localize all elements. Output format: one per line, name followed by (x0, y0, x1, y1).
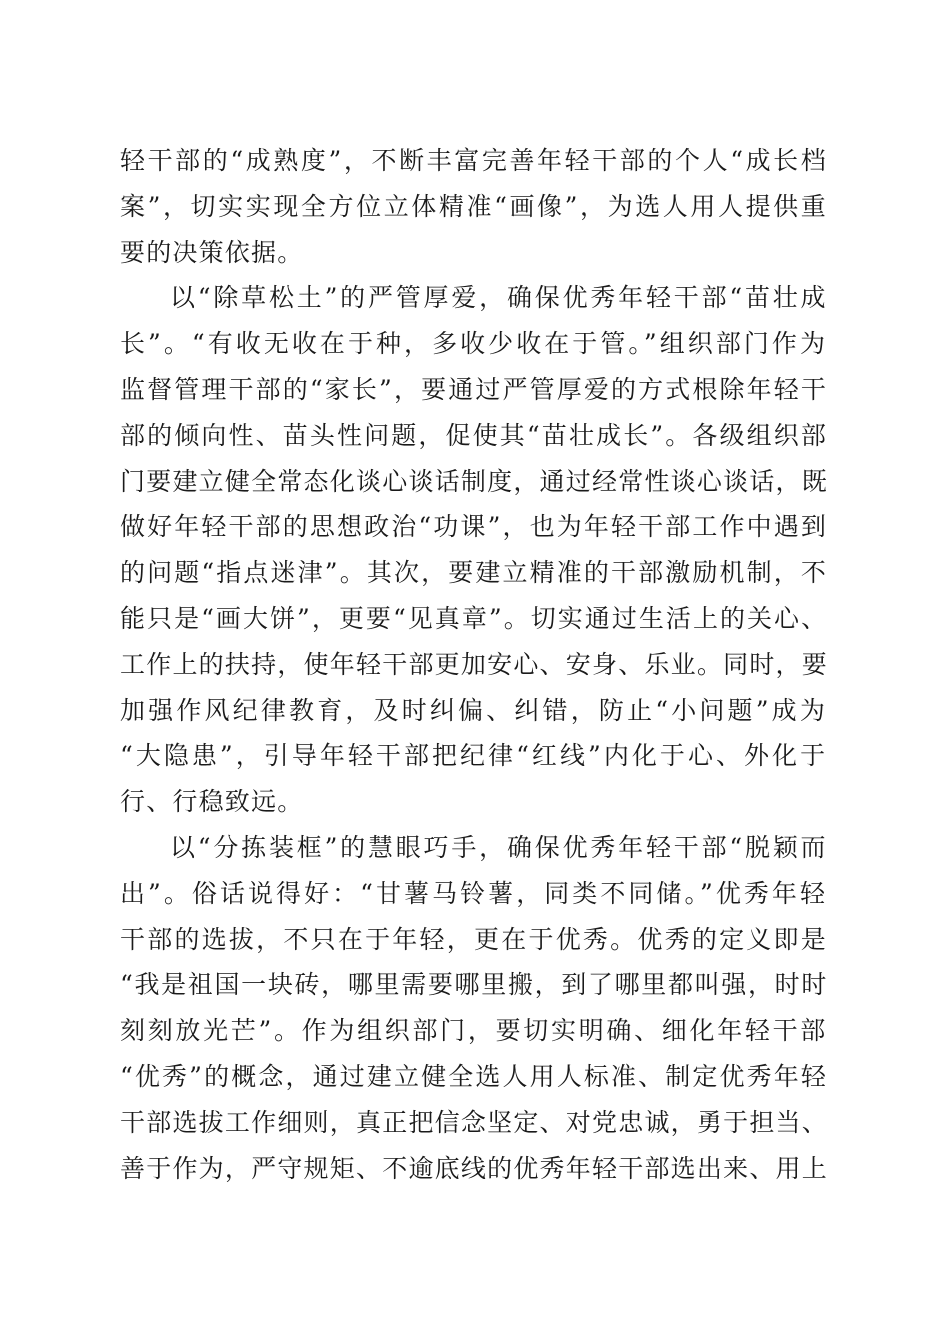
text-line: 工作上的扶持，使年轻干部更加安心、安身、乐业。同时，要 (120, 649, 829, 679)
paragraph-1 (120, 138, 828, 275)
text-line: 干部选拔工作细则，真正把信念坚定、对党忠诚，勇于担当、 (120, 1107, 829, 1137)
text-line: 案”，切实实现全方位立体精准“画像”，为选人用人提供重 (120, 191, 829, 221)
text-line: 加强作风纪律教育，及时纠偏、纠错，防止“小问题”成为 (120, 695, 828, 725)
text-line: 轻干部的“成熟度”，不断丰富完善年轻干部的个人“成长档 (120, 146, 829, 175)
text-line: 部的倾向性、苗头性问题，促使其“苗壮成长”。各级组织部 (120, 420, 828, 450)
text-line: 干部的选拔，不只在于年轻，更在于优秀。优秀的定义即是 (120, 924, 829, 954)
text-line: 监督管理干部的“家长”，要通过严管厚爱的方式根除年轻干 (120, 374, 828, 404)
paragraph-3 (120, 825, 828, 1191)
text-line: 行、行稳致远。 (120, 787, 304, 817)
text-line: 刻刻放光芒”。作为组织部门，要切实明确、细化年轻干部 (120, 1016, 828, 1046)
text-line: 门要建立健全常态化谈心谈话制度，通过经常性谈心谈话，既 (120, 466, 829, 496)
text-line: “我是祖国一块砖，哪里需要哪里搬，到了哪里都叫强，时时 (120, 970, 828, 1000)
text-line: 能只是“画大饼”，更要“见真章”。切实通过生活上的关心、 (120, 603, 829, 633)
text-line: 长”。“有收无收在于种，多收少收在于管。”组织部门作为 (120, 329, 828, 359)
text-line: “优秀”的概念，通过建立健全选人用人标准、制定优秀年轻 (120, 1061, 828, 1091)
text-line: “大隐患”，引导年轻干部把纪律“红线”内化于心、外化于 (120, 741, 829, 771)
text-line: 善于作为，严守规矩、不逾底线的优秀年轻干部选出来、用上 (120, 1153, 829, 1183)
text-line: 以“除草松土”的严管厚爱，确保优秀年轻干部“苗壮成 (170, 283, 829, 313)
text-line: 做好年轻干部的思想政治“功课”，也为年轻干部工作中遇到 (120, 512, 828, 542)
text-line: 以“分拣装框”的慧眼巧手，确保优秀年轻干部“脱颖而 (170, 832, 829, 862)
body-text (120, 138, 828, 1191)
text-line: 出”。俗话说得好：“甘薯马铃薯，同类不同储。”优秀年轻 (120, 878, 828, 908)
text-line: 的问题“指点迷津”。其次，要建立精准的干部激励机制，不 (120, 558, 828, 588)
paragraph-2 (120, 275, 828, 825)
text-line: 要的决策依据。 (120, 237, 304, 267)
